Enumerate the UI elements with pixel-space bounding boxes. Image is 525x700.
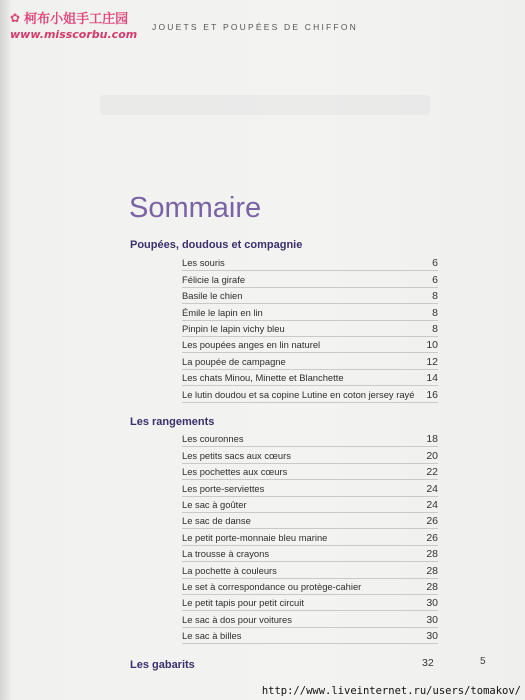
toc-entry bbox=[182, 255, 438, 271]
toc-entry bbox=[182, 480, 438, 496]
toc-page-number: 8 bbox=[432, 290, 438, 303]
toc-list-rangements bbox=[182, 431, 438, 644]
toc-page-number: 16 bbox=[426, 388, 438, 401]
toc-entry-title: Le lutin doudou et sa copine Lutine en coton jersey rayé bbox=[182, 388, 415, 400]
toc-entry-title: Le petit tapis pour petit circuit bbox=[182, 597, 304, 609]
toc-entry-title: Les chats Minou, Minette et Blanchette bbox=[182, 372, 344, 384]
toc-entry bbox=[182, 337, 438, 353]
toc-entry-title: Le sac à dos pour voitures bbox=[182, 613, 292, 625]
toc-entry bbox=[182, 546, 438, 562]
toc-page-number: 24 bbox=[426, 482, 438, 495]
toc-page-number: 8 bbox=[432, 322, 438, 335]
toc-page-number: 30 bbox=[426, 630, 438, 643]
toc-page-number: 10 bbox=[426, 339, 438, 352]
watermark-site-name: 柯布小姐手工庄园 bbox=[24, 12, 129, 27]
toc-entry bbox=[182, 271, 438, 287]
toc-entry bbox=[182, 386, 438, 402]
toc-entry-title: Les petits sacs aux cœurs bbox=[182, 449, 291, 461]
toc-page-number: 30 bbox=[426, 613, 438, 626]
footer-url: http://www.liveinternet.ru/users/tomakov/ bbox=[261, 685, 521, 697]
toc-entry-title: Le sac de danse bbox=[182, 515, 251, 527]
toc-entry-title: Les pochettes aux cœurs bbox=[182, 466, 288, 478]
toc-page-number: 30 bbox=[426, 597, 438, 610]
page-title: Sommaire bbox=[129, 192, 262, 224]
section-heading-rangements: Les rangements bbox=[130, 416, 215, 428]
toc-page-number: 6 bbox=[432, 257, 438, 270]
toc-entry bbox=[182, 595, 438, 611]
toc-page-number: 28 bbox=[426, 548, 438, 561]
toc-page-number: 6 bbox=[432, 273, 438, 286]
toc-entry-title: Félicie la girafe bbox=[182, 273, 246, 285]
section-heading-poupees: Poupées, doudous et compagnie bbox=[130, 239, 303, 251]
toc-entry-title: Les porte-serviettes bbox=[182, 482, 265, 494]
toc-page-number: 24 bbox=[426, 498, 438, 511]
toc-entry bbox=[182, 529, 438, 545]
toc-entry-title: La trousse à crayons bbox=[182, 548, 270, 560]
toc-entry-title: Les couronnes bbox=[182, 433, 244, 445]
toc-entry bbox=[182, 370, 438, 386]
toc-entry-title: Le set à correspondance ou protège-cahier bbox=[182, 580, 362, 592]
watermark-site-url: www.misscorbu.com bbox=[10, 28, 138, 41]
toc-entry bbox=[182, 431, 438, 447]
toc-entry bbox=[182, 628, 438, 644]
toc-page-number: 14 bbox=[426, 372, 438, 385]
toc-entry-title: Basile le chien bbox=[182, 290, 243, 302]
toc-page-number: 12 bbox=[426, 355, 438, 368]
toc-page-number: 26 bbox=[426, 531, 438, 544]
toc-entry-title: Le petit porte-monnaie bleu marine bbox=[182, 531, 328, 543]
toc-entry bbox=[182, 562, 438, 578]
toc-page-number: 22 bbox=[426, 466, 438, 479]
toc-entry-title: Pinpin le lapin vichy bleu bbox=[182, 322, 285, 334]
toc-entry-title: Les souris bbox=[182, 257, 225, 269]
toc-entry-title: La pochette à couleurs bbox=[182, 564, 277, 576]
toc-page-number: 8 bbox=[432, 306, 438, 319]
watermark-logo bbox=[10, 8, 160, 41]
toc-page-number: 20 bbox=[426, 449, 438, 462]
toc-page-number: 32 bbox=[422, 657, 434, 669]
toc-entry bbox=[182, 464, 438, 480]
toc-entry bbox=[182, 579, 438, 595]
page-spine-shadow bbox=[0, 0, 10, 700]
toc-entry bbox=[182, 304, 438, 320]
section-heading-gabarits: Les gabarits bbox=[130, 659, 195, 671]
page-folio: 5 bbox=[480, 656, 486, 667]
toc-entry bbox=[182, 447, 438, 463]
flower-icon: ✿ bbox=[10, 10, 21, 25]
toc-entry bbox=[182, 513, 438, 529]
toc-entry bbox=[182, 611, 438, 627]
toc-page-number: 28 bbox=[426, 580, 438, 593]
toc-list-poupees bbox=[182, 255, 438, 403]
toc-entry-title: La poupée de campagne bbox=[182, 355, 286, 367]
bleed-through-shadow bbox=[100, 95, 430, 115]
toc-entry bbox=[182, 497, 438, 513]
toc-page-number: 18 bbox=[426, 433, 438, 446]
toc-entry bbox=[182, 353, 438, 369]
toc-entry bbox=[182, 321, 438, 337]
toc-page-number: 26 bbox=[426, 515, 438, 528]
toc-page-number: 28 bbox=[426, 564, 438, 577]
toc-entry bbox=[182, 288, 438, 304]
toc-entry-title: Les poupées anges en lin naturel bbox=[182, 339, 321, 351]
running-head: JOUETS ET POUPÉES DE CHIFFON bbox=[152, 22, 358, 32]
toc-entry-title: Le sac à billes bbox=[182, 630, 242, 642]
toc-entry-title: Émile le lapin en lin bbox=[182, 306, 263, 318]
toc-entry-title: Le sac à goûter bbox=[182, 498, 247, 510]
